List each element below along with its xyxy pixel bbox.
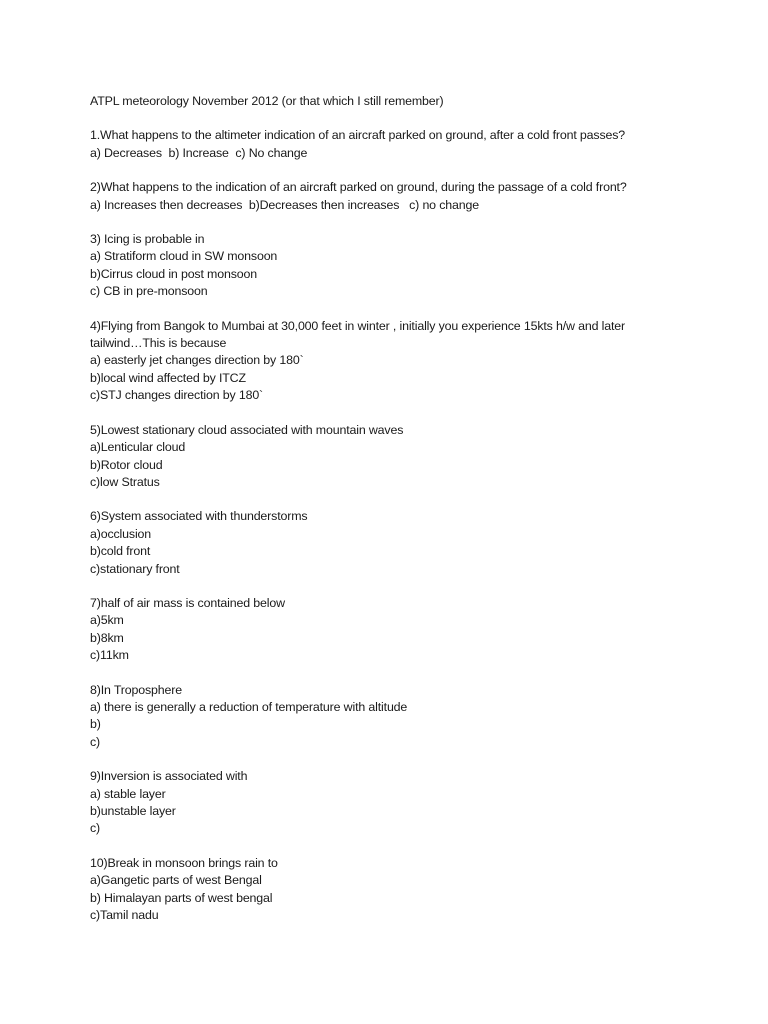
question-text: 9)Inversion is associated with (90, 769, 248, 784)
question-block (90, 127, 750, 162)
answer-option: b)Rotor cloud (90, 457, 163, 472)
question-text: 3) Icing is probable in (90, 232, 205, 247)
answer-option: a) stable layer (90, 786, 166, 801)
answer-option: b)cold front (90, 544, 151, 559)
question-block (90, 508, 750, 578)
question-block (90, 318, 750, 405)
document-title: ATPL meteorology November 2012 (or that which I still remember) (90, 94, 444, 108)
answer-option: a) there is generally a reduction of temperature with altitude (90, 699, 408, 714)
answer-option: tailwind…This is because (90, 336, 227, 351)
question-text: 7)half of air mass is contained below (90, 595, 285, 610)
question-text: 5)Lowest stationary cloud associated with mountain waves (90, 422, 404, 437)
question-block (90, 231, 750, 301)
answer-option: c) CB in pre-monsoon (90, 284, 208, 299)
answer-option: b) (90, 717, 101, 732)
answer-option: a) Stratiform cloud in SW monsoon (90, 249, 278, 264)
answer-option: c)stationary front (90, 561, 180, 576)
answer-option: b)8km (90, 630, 124, 645)
answer-option: b) Himalayan parts of west bengal (90, 890, 273, 905)
answer-option: c)low Stratus (90, 474, 160, 489)
answer-option: b)unstable layer (90, 804, 176, 818)
question-text: 1.What happens to the altimeter indication of an aircraft parked on ground, after a cold front passes? (90, 128, 626, 143)
question-text: 2)What happens to the indication of an aircraft parked on ground, during the passage of a cold front? (90, 180, 627, 195)
question-block (90, 179, 750, 214)
answer-option: c)STJ changes direction by 180` (90, 388, 264, 403)
question-block (90, 768, 750, 838)
answer-option: c)Tamil nadu (90, 908, 159, 923)
question-list (90, 127, 750, 924)
question-block (90, 855, 750, 925)
question-text: 8)In Troposphere (90, 682, 182, 697)
answer-option: a)occlusion (90, 526, 152, 541)
question-block (90, 422, 750, 492)
answer-option: c)11km (90, 648, 129, 663)
answer-option: a)Lenticular cloud (90, 440, 186, 455)
answer-option: a)Gangetic parts of west Bengal (90, 873, 262, 888)
answer-option: a)5km (90, 613, 124, 628)
document-body (90, 93, 750, 924)
answer-option: b)Cirrus cloud in post monsoon (90, 266, 257, 281)
answer-option: a) Decreases b) Increase c) No change (90, 145, 308, 160)
answer-option: b)local wind affected by ITCZ (90, 370, 246, 385)
answer-option: c) (90, 821, 101, 836)
answer-option: a) Increases then decreases b)Decreases then increases c) no change (90, 197, 479, 212)
answer-option: c) (90, 734, 101, 749)
question-text: 10)Break in monsoon brings rain to (90, 855, 278, 870)
question-block (90, 682, 750, 752)
question-block (90, 595, 750, 665)
question-text: 6)System associated with thunderstorms (90, 509, 308, 524)
question-text: 4)Flying from Bangok to Mumbai at 30,000 feet in winter , initially you experience 15kts h/w and later (90, 318, 625, 333)
answer-option: a) easterly jet changes direction by 180` (90, 353, 304, 368)
